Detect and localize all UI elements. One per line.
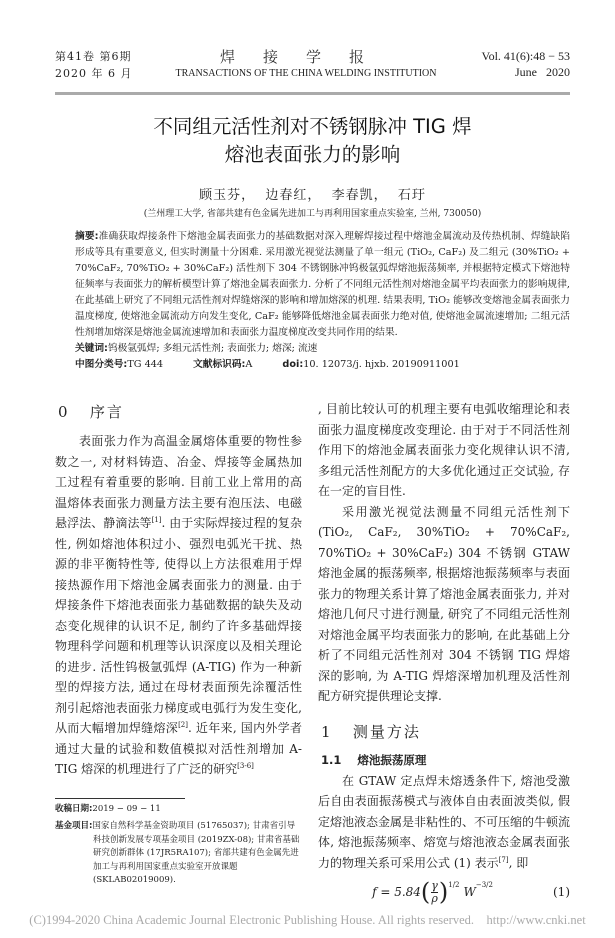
intro-paragraph-2: 采用激光视觉法测量不同组元活性剂下 (TiO₂, CaF₂, 30%TiO₂ + 70%CaF₂, 70%TiO₂ + 30%CaF₂) 304 不锈钢 GTAW 熔池金属的振荡频率, 根据熔池振荡频率与表面张力的物理关系计算了熔池金属表面张力, 并对熔池几何尺寸进行测量, 研究了不同组元活性剂对熔池金属平均表面张力的影响, 在此基础上分析了不同组元活性剂对 304 不锈钢 TIG 焊熔深的影响, 为 A-TIG 焊熔深增加机理及活性剂配方研究提供理论支撑.: [318, 504, 570, 703]
authors: 顾玉芬， 边春红， 李春凯， 石玗: [199, 188, 426, 203]
abstract-label: 摘要:: [75, 231, 99, 242]
received-value: 2019 − 09 − 11: [92, 803, 161, 814]
doi-label: doi:: [282, 359, 304, 370]
fund-label: 基金项目:: [55, 821, 93, 832]
paren-open: (: [420, 878, 431, 906]
text: . 近年来, 国内外学者通过大量的试验和数值模拟对活性剂增加 A-TIG 熔深的机理进行了广泛的研究: [55, 721, 302, 776]
paren-close: ): [438, 878, 449, 906]
fund-info: [55, 820, 302, 888]
citation-ref[interactable]: [7]: [498, 855, 509, 864]
section-1-1-heading: 1.1 熔池振荡原理: [321, 752, 427, 767]
issue-date-cn: 2020 年 6 月: [55, 67, 133, 80]
citation-ref[interactable]: [3-6]: [237, 762, 254, 770]
body-columns: [55, 399, 570, 905]
journal-name-en: TRANSACTIONS OF THE CHINA WELDING INSTITUTION: [175, 68, 437, 79]
doc-code-value: A: [245, 359, 253, 370]
intro-paragraph: [55, 431, 302, 780]
eq-denominator: ρ: [431, 891, 438, 905]
journal-header: [55, 48, 570, 82]
classification: [75, 357, 570, 373]
keywords: [75, 341, 570, 357]
keywords-label: 关键词:: [75, 343, 108, 354]
citation: Vol. 41(6):48 − 53: [481, 49, 570, 63]
eq-lhs: f = 5.84: [372, 885, 421, 899]
affiliation: (兰州理工大学, 省部共建有色金属先进加工与再利用国家重点实验室, 兰州, 730050): [143, 209, 482, 219]
citation-ref[interactable]: [2]: [178, 721, 188, 729]
section-0-heading: 0 序言: [58, 403, 124, 421]
clc-label: 中图分类号:: [75, 359, 128, 370]
equation-1: [372, 879, 493, 905]
abstract: [75, 229, 570, 341]
eq-var: W: [463, 885, 476, 899]
copyright-footer: (C)1994-2020 China Academic Journal Electronic Publishing House. All rights reserved. http://www.cnki.net: [29, 913, 586, 927]
doc-code-label: 文献标识码:: [193, 359, 246, 370]
clc-value: TG 444: [127, 359, 164, 370]
keywords-text: 钨极氩弧焊; 多组元活性剂; 表面张力; 熔深; 流速: [107, 343, 318, 354]
header-rule: [55, 92, 570, 95]
left-column: [55, 399, 302, 905]
equation-row: [318, 879, 570, 905]
equation-number: (1): [553, 885, 570, 899]
citation-info: [465, 48, 570, 80]
section-1-heading: 1 测量方法: [321, 722, 421, 741]
title-line-2: 熔池表面张力的影响: [224, 143, 401, 166]
journal-name: [147, 48, 465, 79]
received-label: 收稿日期:: [55, 803, 93, 814]
title-line-1: 不同组元活性剂对不锈钢脉冲 TIG 焊: [153, 115, 472, 138]
intro-continued: , 目前比较认可的机理主要有电弧收缩理论和表面张力温度梯度改变理论. 由于对于不同活性剂作用下的熔池金属表面张力变化规律认识不清, 多组元活性剂配方的大多优化通过正交试验, 存在一定的盲目性.: [318, 402, 570, 498]
fund-value: 国家自然科学基金资助项目 (51765037); 甘肃省引导科技创新发展专项基金项目 (2019ZX-08); 甘肃省基础研究创新群体 (17JR5RA107); 省部共建有色金属先进加工与再利用国家重点实验室开放课题 (SKLAB02019009).: [92, 821, 300, 886]
text: 在 GTAW 定点焊未熔透条件下, 熔池受激后自由表面振荡模式与液体自由表面波类似, 假定熔池液态金属是非粘性的、不可压缩的牛顿流体, 熔池振荡频率、熔宽与熔池液态金属表面张力的物理关系可采用公式 (1) 表示: [318, 773, 571, 870]
issue-date-en: June 2020: [515, 65, 570, 79]
journal-issue: [55, 48, 147, 82]
right-column: [318, 399, 570, 905]
text: , 即: [508, 855, 529, 870]
received-date: [55, 803, 302, 817]
article-title: [55, 113, 570, 169]
eq-numerator: γ: [431, 878, 438, 892]
volume-issue: 第41卷 第6期: [55, 50, 132, 63]
oscillation-paragraph: [318, 771, 570, 874]
eq-exponent-1: 1/2: [448, 881, 460, 889]
footnote-rule: [55, 798, 185, 799]
text: 表面张力作为高温金属熔体重要的物性参数之一, 对材料铸造、冶金、焊接等金属热加工过程有着重要的影响. 目前工业上常用的高温熔体表面张力测量方法主要有泡压法、电磁悬浮法、静滴法等: [55, 434, 302, 530]
citation-ref[interactable]: [1]: [151, 516, 162, 524]
journal-name-cn: 焊接学报: [219, 48, 392, 66]
abstract-text: 准确获取焊接条件下熔池金属表面张力的基础数据对深入理解焊接过程中熔池金属流动及传热机制、焊缝缺陷形成等具有重要意义, 但实时测量十分困难. 采用激光视觉法测量了单一组元 (TiO₂, CaF₂) 及二组元 (30%TiO₂ + 70%CaF₂, 70%TiO₂ + 30%CaF₂) 活性剂下 304 不锈钢脉冲钨极氩弧焊熔池振荡频率, 并根据特定模式下熔池特征频率与表面张力的解析模型计算了熔池金属表面张力. 分析了不同组元活性剂对熔池金属平均表面张力的影响规律, 在此基础上研究了不同组元活性剂对焊缝熔深的影响和增加熔深的机理. 结果表明, TiO₂ 能够改变熔池金属表面张力温度梯度, 使熔池金属流动方向发生变化, CaF₂ 能够降低熔池金属表面张力绝对值, 使熔池金属流速增加; 二组元活性剂增加熔深是熔池金属流速增加和表面张力温度梯度改变共同作用的结果.: [75, 231, 571, 338]
doi-value: 10. 12073/j. hjxb. 20190911001: [303, 359, 460, 370]
text: . 由于实际焊接过程的复杂性, 例如熔池体积过小、强烈电弧光干扰、热源的非平衡特性等, 使得以上方法很难用于焊接热源作用下熔池金属表面张力的测量. 由于焊接条件下熔池表面张力基础数据的缺失及动态变化规律的认识不足, 制约了许多基础焊接物理科学问题和机理等认识深度以及相关理论的进步. 活性钨极氩弧焊 (A-TIG) 作为一种新型的焊接方法, 通过在母材表面预先涂覆活性剂引起熔池表面张力梯度或电弧行为发生变化, 从而大幅增加焊缝熔深: [55, 516, 302, 735]
eq-exponent-2: −3/2: [475, 881, 493, 889]
fraction: [431, 880, 438, 905]
